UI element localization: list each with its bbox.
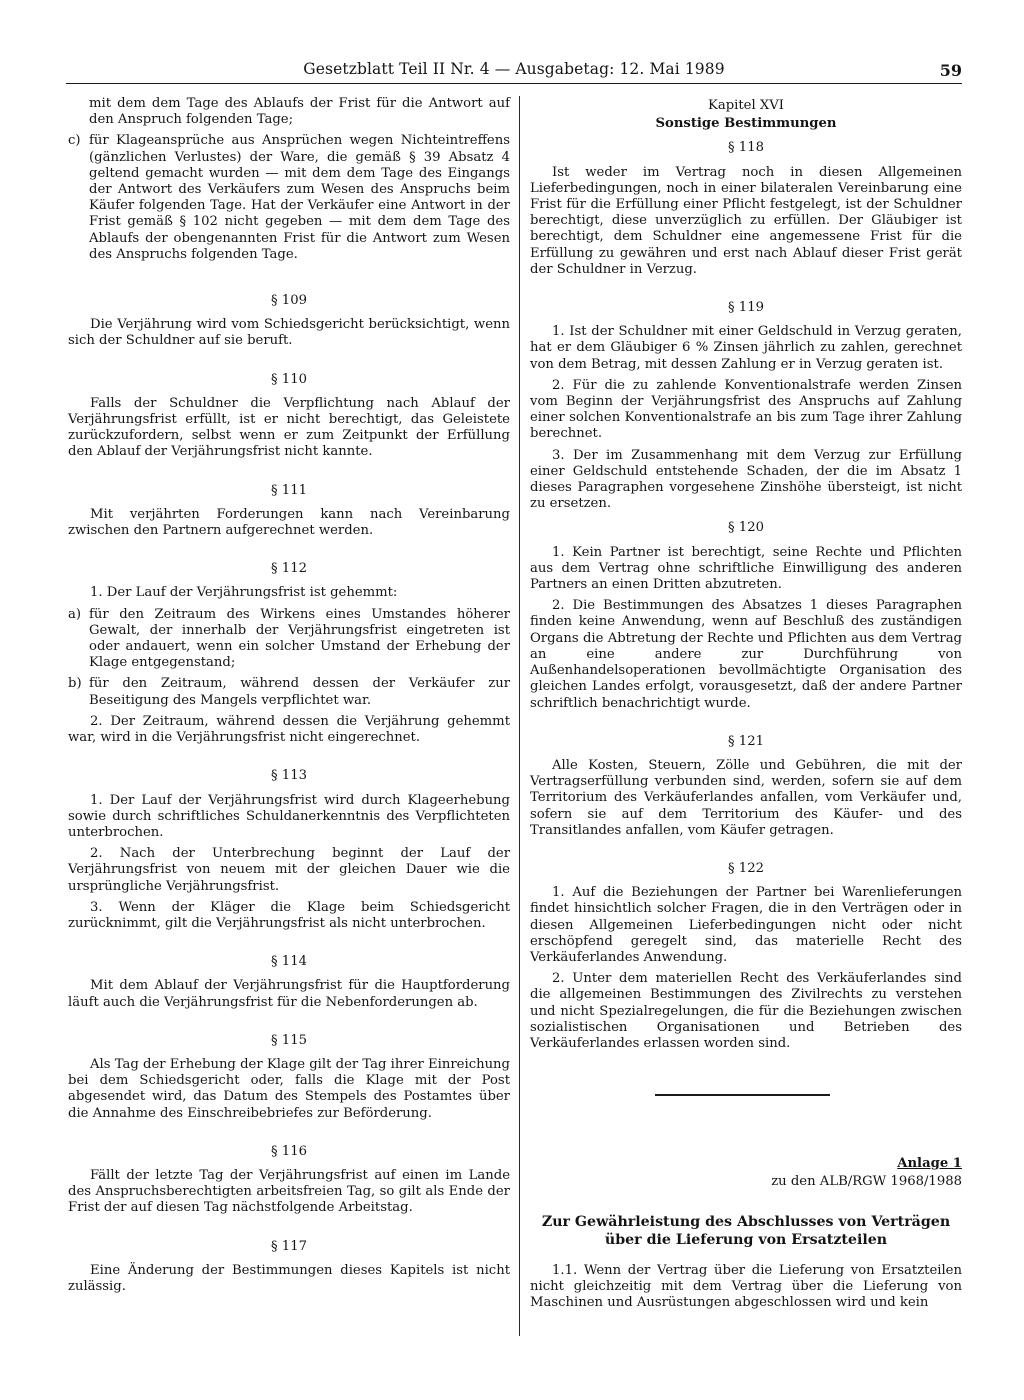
paragraph: Mit dem Ablauf der Verjährungsfrist für die Hauptforderung läuft auch die Verjährungsfrist für die Nebenforderungen ab.: [68, 978, 510, 1010]
section-heading-111: § 111: [271, 482, 307, 498]
column-divider: [519, 96, 520, 1336]
section-heading-115: § 115: [271, 1032, 307, 1048]
list-label: b): [68, 676, 82, 692]
section-heading-109: § 109: [271, 293, 307, 309]
list-label: a): [68, 606, 82, 622]
paragraph: Eine Änderung der Bestimmungen dieses Kapitels ist nicht zulässig.: [68, 1262, 510, 1294]
list-item-b: [68, 676, 510, 708]
paragraph: 3. Der im Zusammenhang mit dem Verzug zur Erfüllung einer Geldschuld entstehende Schaden, der die im Absatz 1 dieses Paragraphen vorgesehene Zinshöhe übersteigt, ist nicht zu ersetzen.: [530, 447, 962, 512]
list-item-a: [68, 607, 510, 672]
section-heading-120: § 120: [728, 520, 764, 536]
annex-reference: zu den ALB/RGW 1968/1988: [771, 1174, 962, 1190]
list-text: für den Zeitraum des Wirkens eines Umstandes höherer Gewalt, der innerhalb der Verjährungsfrist eingetreten ist oder andauert, wenn ein solcher Umstand der Erhebung der Klage entgegenstand;: [89, 606, 510, 671]
section-heading-118: § 118: [728, 140, 764, 156]
paragraph: 2. Nach der Unterbrechung beginnt der Lauf der Verjährungsfrist von neuem mit der gleichen Dauer wie die ursprüngliche Verjährungsfrist.: [68, 846, 510, 894]
section-heading-117: § 117: [271, 1238, 307, 1254]
section-heading-114: § 114: [271, 954, 307, 970]
section-heading-112: § 112: [271, 561, 307, 577]
paragraph: Fällt der letzte Tag der Verjährungsfrist auf einen im Lande des Anspruchsberechtigten arbeitsfreien Tag, so gilt als Ende der Frist der auf diesen Tag nächstfolgende Arbeitstag.: [68, 1167, 510, 1216]
section-heading-119: § 119: [728, 300, 764, 316]
left-column: [68, 96, 510, 1300]
paragraph: Die Verjährung wird vom Schiedsgericht berücksichtigt, wenn sich der Schuldner auf sie beruft.: [68, 317, 510, 349]
paragraph-continuation: mit dem dem Tage des Ablaufs der Frist für die Antwort auf den Anspruch folgenden Tage;: [89, 96, 510, 128]
paragraph: Falls der Schuldner die Verpflichtung nach Ablauf der Verjährungsfrist erfüllt, ist er nicht berechtigt, das Geleistete zurückzufordern, selbst wenn er zum Zeitpunkt der Erfüllung den Ablauf der Verjährungsfrist nicht kannte.: [68, 395, 510, 460]
right-column: [530, 96, 962, 1316]
section-heading-110: § 110: [271, 371, 307, 387]
paragraph: 1. Auf die Beziehungen der Partner bei Warenlieferungen findet hinsichtlich solcher Fragen, die in den Verträgen oder in diesen Allgemeinen Lieferbedingungen nicht oder nicht erschöpfend geregelt sind, das materielle Recht des Verkäuferlandes Anwendung.: [530, 885, 962, 965]
paragraph: 1. Der Lauf der Verjährungsfrist wird durch Klageerhebung sowie durch schriftliches Schuldanerkenntnis des Verpflichteten unterbrochen.: [68, 792, 510, 840]
header-title: Gesetzblatt Teil II Nr. 4 — Ausgabetag: 12. Mai 1989: [303, 60, 725, 78]
section-heading-116: § 116: [271, 1143, 307, 1159]
paragraph: Alle Kosten, Steuern, Zölle und Gebühren, die mit der Vertragserfüllung verbunden sind, werden, sofern sie auf dem Territorium des Verkäuferlandes anfallen, vom Verkäufer und, sofern sie auf dem Territorium des Käufer- und des Transitlandes anfallen, vom Käufer getragen.: [530, 757, 962, 838]
chapter-heading: Kapitel XVI: [707, 98, 784, 113]
list-label: c): [68, 133, 81, 149]
section-divider: [655, 1094, 830, 1096]
list-item-c: [68, 133, 510, 263]
section-heading-113: § 113: [271, 768, 307, 784]
chapter-title: Sonstige Bestimmungen: [655, 116, 837, 132]
annex-label: Anlage 1: [897, 1156, 962, 1172]
paragraph: 1. Ist der Schuldner mit einer Geldschuld in Verzug geraten, hat er dem Gläubiger 6 % Zinsen jährlich zu zahlen, gerechnet von dem Betrag, mit dessen Zahlung er in Verzug geraten ist.: [530, 324, 962, 372]
header-rule: [66, 83, 962, 84]
paragraph: 2. Der Zeitraum, während dessen die Verjährung gehemmt war, wird in die Verjährungsfrist nicht eingerechnet.: [68, 713, 510, 746]
paragraph: 1. Der Lauf der Verjährungsfrist ist gehemmt:: [90, 585, 398, 601]
paragraph: 2. Die Bestimmungen des Absatzes 1 dieses Paragraphen finden keine Anwendung, wenn auf Beschluß des zuständigen Organs die Abtretung der Rechte und Pflichten aus dem Vertrag an eine andere zur Durchführung von Außenhandelsoperationen bevollmächtigte Organisation des gleichen Landes erfolgt, vorausgesetzt, daß der andere Partner schriftlich benachrichtigt wurde.: [530, 598, 962, 711]
paragraph: 1. Kein Partner ist berechtigt, seine Rechte und Pflichten aus dem Vertrag ohne schriftliche Einwilligung des anderen Partners an einen Dritten abzutreten.: [530, 544, 962, 593]
paragraph: 1.1. Wenn der Vertrag über die Lieferung von Ersatzteilen nicht gleichzeitig mit dem Vertrag über die Lieferung von Maschinen und Ausrüstungen abgeschlossen wird und kein: [530, 1262, 962, 1310]
page-number: 59: [939, 61, 962, 80]
paragraph: Als Tag der Erhebung der Klage gilt der Tag ihrer Einreichung bei dem Schiedsgericht oder, falls die Klage mit der Post abgesendet wird, das Datum des Stempels des Postamtes über die Annahme des Einschreibebriefes zur Beförderung.: [68, 1056, 510, 1121]
paragraph: 3. Wenn der Kläger die Klage beim Schiedsgericht zurücknimmt, gilt die Verjährungsfrist als nicht unterbrochen.: [68, 899, 510, 931]
paragraph: Mit verjährten Forderungen kann nach Vereinbarung zwischen den Partnern aufgerechnet werden.: [68, 506, 510, 539]
paragraph: 2. Für die zu zahlende Konventionalstrafe werden Zinsen vom Beginn der Verjährungsfrist des Anspruchs auf Zahlung einer solchen Konventionalstrafe an bis zum Tage ihrer Zahlung berechnet.: [530, 377, 962, 442]
paragraph: Ist weder im Vertrag noch in diesen Allgemeinen Lieferbedingungen, noch in einer bilateralen Vereinbarung eine Frist für die Erfüllung einer Pflicht festgelegt, ist der Schuldner berechtigt, diese unverzüglich zu erfüllen. Der Gläubiger ist berechtigt, dem Schuldner eine angemessene Frist für die Erfüllung zu gewähren und erst nach Ablauf dieser Frist gerät der Schuldner in Verzug.: [530, 164, 962, 277]
list-text: für den Zeitraum, während dessen der Verkäufer zur Beseitigung des Mangels verpflichtet war.: [89, 676, 510, 708]
section-heading-122: § 122: [728, 860, 764, 876]
list-text: für Klageansprüche aus Ansprüchen wegen Nichteintreffens (gänzlichen Verlustes) der Ware, die gemäß § 39 Absatz 4 geltend gemacht wurden — mit dem dem Tage des Eingangs der Antwort des Verkäufers zum Wesen des Anspruchs beim Käufer folgenden Tage. Hat der Verkäufer eine Antwort in der Frist gemäß § 102 nicht gegeben — mit dem dem Tage des Ablaufs der obengenannten Frist für die Antwort zum Wesen des Anspruchs folgenden Tage.: [89, 133, 510, 262]
section-heading-121: § 121: [728, 733, 764, 749]
paragraph: 2. Unter dem materiellen Recht des Verkäuferlandes sind die allgemeinen Bestimmungen des Zivilrechts zu verstehen und nicht Spezialregelungen, die für die Beziehungen zwischen sozialistischen Organisationen und Betrieben des Verkäuferlandes erlassen worden sind.: [530, 971, 962, 1051]
annex-title: Zur Gewährleistung des Abschlusses von Verträgen über die Lieferung von Ersatzteilen: [541, 1213, 951, 1248]
page-header: [66, 60, 962, 84]
